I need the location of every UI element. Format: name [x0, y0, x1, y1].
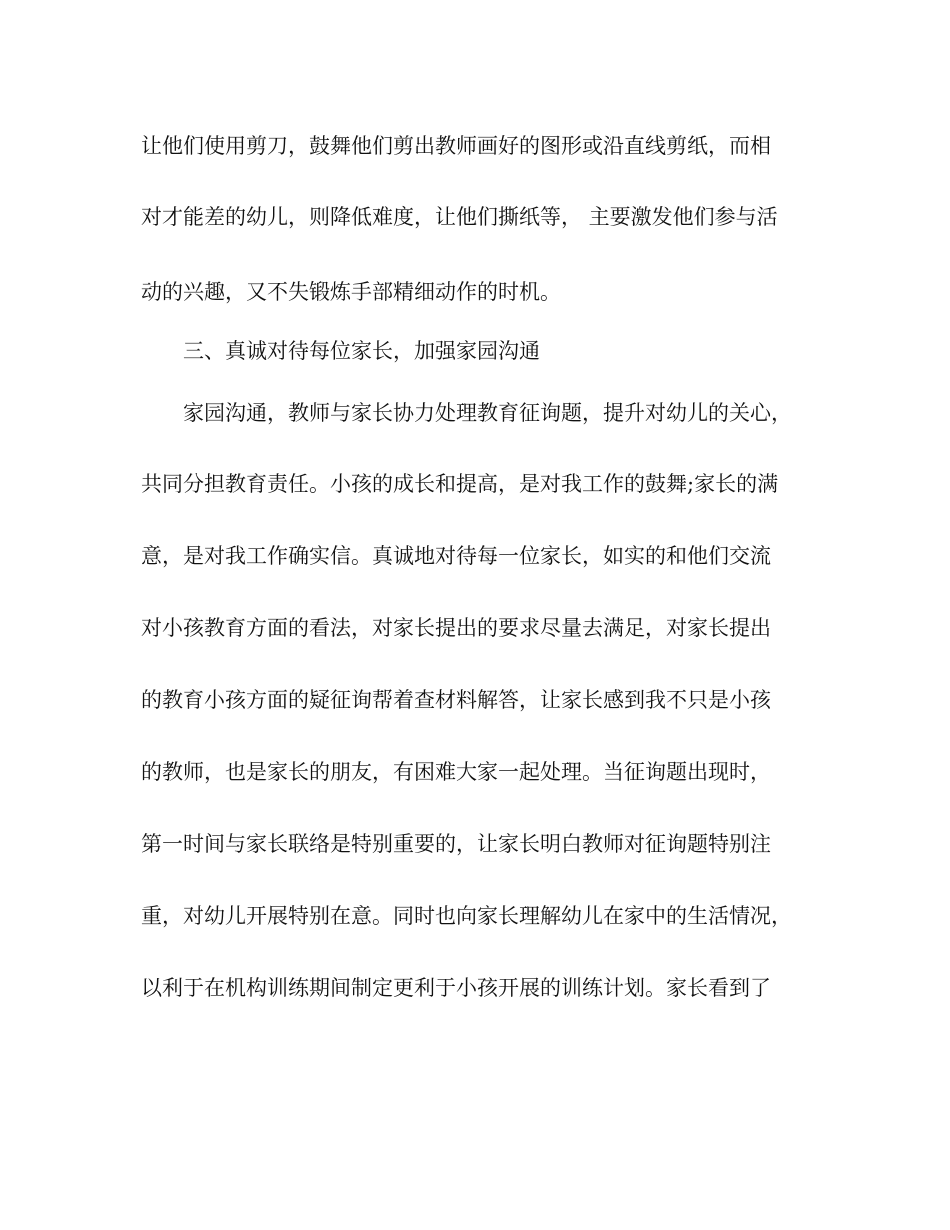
- paragraph-line: 意，是对我工作确实信。真诚地对待每一位家长，如实的和他们交流: [141, 544, 771, 568]
- paragraph-line: 的教育小孩方面的疑征询帮着查材料解答，让家长感到我不只是小孩: [141, 688, 771, 712]
- paragraph-line: 的教师，也是家长的朋友，有困难大家一起处理。当征询题出现时，: [141, 760, 771, 784]
- paragraph-line: 对小孩教育方面的看法，对家长提出的要求尽量去满足，对家长提出: [141, 616, 771, 640]
- paragraph-line: 让他们使用剪刀，鼓舞他们剪出教师画好的图形或沿直线剪纸，而相: [141, 134, 771, 158]
- paragraph-line: 动的兴趣，又不失锻炼手部精细动作的时机。: [141, 280, 561, 304]
- paragraph-line: 家园沟通，教师与家长协力处理教育征询题，提升对幼儿的关心，: [183, 401, 792, 425]
- paragraph-line: 对才能差的幼儿，则降低难度，让他们撕纸等， 主要激发他们参与活: [141, 205, 778, 229]
- section-heading: 三、真诚对待每位家长，加强家园沟通: [183, 339, 540, 363]
- paragraph-line: 以利于在机构训练期间制定更利于小孩开展的训练计划。家长看到了: [141, 976, 771, 1000]
- paragraph-line: 第一时间与家长联络是特别重要的，让家长明白教师对征询题特别注: [141, 832, 771, 856]
- paragraph-line: 共同分担教育责任。小孩的成长和提高，是对我工作的鼓舞;家长的满: [141, 472, 779, 496]
- paragraph-line: 重，对幼儿开展特别在意。同时也向家长理解幼儿在家中的生活情况，: [141, 904, 792, 928]
